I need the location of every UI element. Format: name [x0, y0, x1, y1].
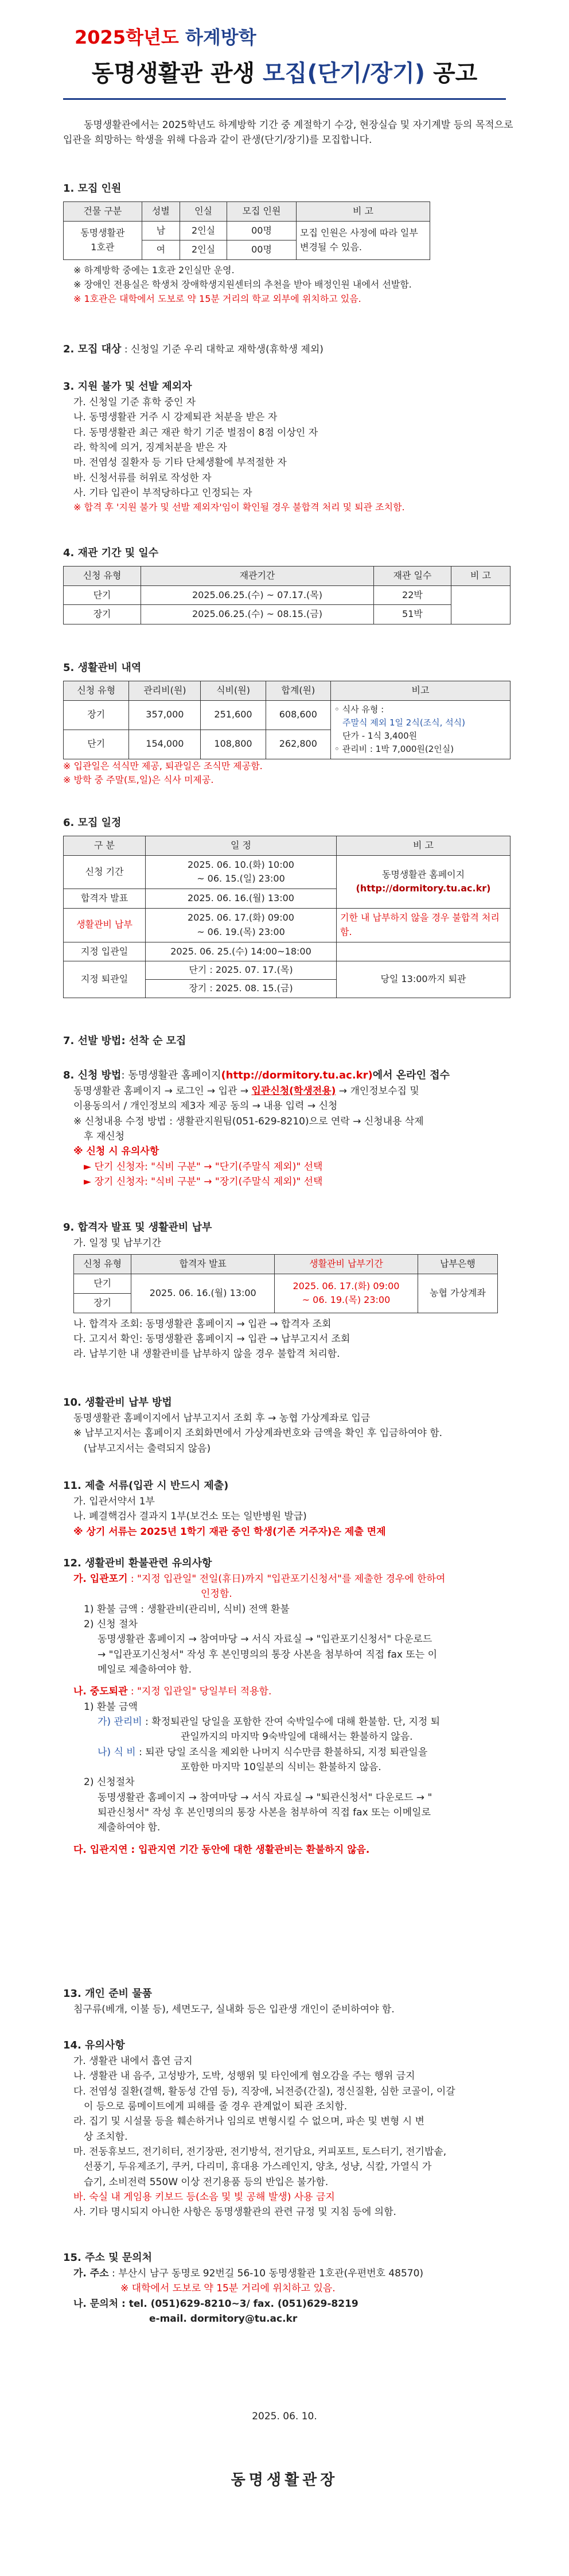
issuer-name: 동명생활관장 — [231, 2472, 338, 2489]
section-cautions: 14. 유의사항 가. 생활관 내에서 흡연 금지 나. 생활관 내 음주, 고성방가, 도박, 성행위 및 타인에게 혐오감을 주는 행위 금지 다. 전염성 질환(결핵, 활동성 간염 등), 직장애, 뇌전증(간질), 정신질환, 심한 코골이, 이갈 이 등으로 룸메이트에게 피해를 줄 경우 관계없이 퇴관 조치함. 라. 집기 및 시설물 등을 훼손하거나 임의로 변형시킬 수 없으며, 파손 및 변형 시 변 상 조치함. 마. 전동휴보드, 전기히터, 전기장판, 전기방석, 전기담요, 커피포트, 토스터기, 전기밥솥, 선풍기, 두유제조기, 쿠커, 다리미, 휴대용 가스레인지, 양초, 성냥, 식칼, 가열식 가 습기, 소비전력 550W 이상 전기용품 등의 반입은 불가함. 바. 숙실 내 게임용 키보드 등(소음 및 빛 공해 발생) 사용 금지 사. 기타 명시되지 아니한 사항은 동명생활관의 관련 규정 및 지침 등에 의함. — [63, 2039, 455, 2218]
section-selection: 7. 선발 방법: 선착 순 모집 — [63, 1035, 186, 1047]
section-supplies: 13. 개인 준비 물품 침구류(베개, 이불 등), 세면도구, 실내화 등은 입관생 개인이 준비하여야 함. — [63, 1988, 395, 2015]
header-divider — [63, 98, 506, 100]
period-table: 신청 유형 재관기간 재관 일수 비 고 단기 2025.06.25.(수) ~ 07.17.(목) 22박 장기 2025.06.25.(수) ~ 08.15.(금) 51박 — [63, 566, 510, 624]
section-documents: 11. 제출 서류(입관 시 반드시 제출) 가. 입관서약서 1부 나. 폐결핵검사 결과지 1부(보건소 또는 일반병원 발급) ※ 상기 서류는 2025년 1학기 재관 중인 학생(기존 거주자)은 제출 면제 — [63, 1480, 386, 1538]
section-fees: 5. 생활관비 내역 신청 유형 관리비(원) 식비(원) 합계(원) 비고 장기 357,000 251,600 608,600 ◦ 식사 유형 : 주말식 제외 1일 2식(조식, 석식) 단가 - 1식 3,400원 ◦ 관리비 : 1박 7,000원(2인실) 단기 154,000 108,800 262,800 ※ 입관일은 석식만 제공, 퇴관일은 조식만 제공함. ※ 방학 중 주말(토,일)은 식사 미제공. — [63, 660, 522, 787]
section-schedule: 6. 모집 일정 구 분 일 정 비 고 신청 기간 2025. 06. 10.(화) 10:00 ~ 06. 15.(일) 23:00 동명생활관 홈페이지 (http://dormitory.tu.ac.kr) 합격자 발표 2025. 06. 16.(월) 13:00 생활관비 납부 2025. 06. 17.(화) 09:00 ~ 06. 19.(목) 23:00 기한 내 납부하지 않을 경우 불합격 처리함. 지정 입관일 2025. 06. 25.(수) 14:00~18:00 지정 퇴관일 단기 : 2025. 07. 17.(목) 장기 : 2025. 08. 15.(금) 당일 13:00까지 퇴관 — [63, 815, 522, 998]
apply-url-link[interactable]: (http://dormitory.tu.ac.kr) — [221, 1069, 373, 1081]
section-exclusion: 3. 지원 불가 및 선발 제외자 가. 신청일 기준 휴학 중인 자 나. 동명생활관 거주 시 강제퇴관 처분을 받은 자 다. 동명생활관 최근 재관 학기 기준 벌점이 8점 이상인 자 라. 학칙에 의거, 징계처분을 받은 자 마. 전염성 질환자 등 기타 단체생활에 부적절한 자 바. 신청서류를 허위로 작성한 자 사. 기타 입관이 부적당하다고 인정되는 자 ※ 합격 후 '지원 불가 및 선발 제외자'임이 확인될 경우 불합격 처리 및 퇴관 조치함. — [63, 381, 405, 513]
contact-email[interactable]: e-mail. dormitory@tu.ac.kr — [149, 2313, 298, 2325]
section-contact: 15. 주소 및 문의처 가. 주소 : 부산시 남구 동명로 92번길 56-10 동명생활관 1호관(우편번호 48570) ※ 대학에서 도보로 약 15분 거리에 위치하고 있음. 나. 문의처 : tel. (051)629-8210~3/ fax. (051)629-8219 e-mail. dormitory@tu.ac.kr — [63, 2250, 522, 2326]
notice-subtitle: 2025학년도 하계방학 — [75, 26, 256, 48]
apply-menu-link[interactable]: 입관신청(학생전용) — [251, 1085, 336, 1097]
dormitory-url-link[interactable]: (http://dormitory.tu.ac.kr) — [356, 883, 491, 894]
section-period: 4. 재관 기간 및 일수 신청 유형 재관기간 재관 일수 비 고 단기 2025.06.25.(수) ~ 07.17.(목) 22박 장기 2025.06.25.(수) ~ 08.15.(금) 51박 — [63, 545, 522, 624]
fees-table: 신청 유형 관리비(원) 식비(원) 합계(원) 비고 장기 357,000 251,600 608,600 ◦ 식사 유형 : 주말식 제외 1일 2식(조식, 석식) 단가 - 1식 3,400원 ◦ 관리비 : 1박 7,000원(2인실) 단기 154,000 108,800 262,800 — [63, 681, 510, 759]
notice-header — [63, 23, 506, 100]
schedule-table: 구 분 일 정 비 고 신청 기간 2025. 06. 10.(화) 10:00 ~ 06. 15.(일) 23:00 동명생활관 홈페이지 (http://dormitory.tu.ac.kr) 합격자 발표 2025. 06. 16.(월) 13:00 생활관비 납부 2025. 06. 17.(화) 09:00 ~ 06. 19.(목) 23:00 기한 내 납부하지 않을 경우 불합격 처리함. 지정 입관일 2025. 06. 25.(수) 14:00~18:00 지정 퇴관일 단기 : 2025. 07. 17.(목) 장기 : 2025. 08. 15.(금) 당일 13:00까지 퇴관 — [63, 836, 510, 998]
section-payment-method: 10. 생활관비 납부 방법 동명생활관 홈페이지에서 납부고지서 조회 후 → 농협 가상계좌로 입금 ※ 납부고지서는 홈페이지 조회화면에서 가상계좌번호와 금액을 확인 후 입금하여야 함. (납부고지서는 출력되지 않음) — [63, 1396, 443, 1454]
section-announce-payment: 9. 합격자 발표 및 생활관비 납부 가. 일정 및 납부기간 신청 유형 합격자 발표 생활관비 납부기간 납부은행 단기 2025. 06. 16.(월) 13:00 2025. 06. 17.(화) 09:00 ~ 06. 19.(목) 23:00 농협 가상계좌 장기 나. 합격자 조회: 동명생활관 홈페이지 → 입관 → 합격자 조회 다. 고지서 확인: 동명생활관 홈페이지 → 입관 → 납부고지서 조회 라. 납부기한 내 생활관비를 납부하지 않을 경우 불합격 처리함. — [63, 1220, 522, 1362]
payment-table: 신청 유형 합격자 발표 생활관비 납부기간 납부은행 단기 2025. 06. 16.(월) 13:00 2025. 06. 17.(화) 09:00 ~ 06. 19.(목) 23:00 농협 가상계좌 장기 — [73, 1254, 498, 1313]
section-recruit-target: 2. 모집 대상 : 신청일 기준 우리 대학교 재학생(휴학생 제외) — [63, 343, 324, 355]
section-refund: 12. 생활관비 환불관련 유의사항 가. 입관포기 : "지정 입관일" 전일(휴日)까지 "입관포기신청서"를 제출한 경우에 한하여 인정함. 1) 환불 금액 : 생활관비(관리비, 식비) 전액 환불 2) 신청 절차 동명생활관 홈페이지 → 참여마당 → 서식 자료실 → "입관포기신청서" 다운로드 → "입관포기신청서" 작성 후 본인명의의 통장 사본을 첨부하여 직접 fax 또는 이 메일로 제출하여야 함. 나. 중도퇴관 : "지정 입관일" 당일부터 적용함. 1) 환불 금액 가) 관리비 : 확정퇴관일 당일을 포함한 잔여 숙박일수에 대해 환불함. 단, 지정 퇴 관일까지의 마지막 9숙박일에 대해서는 환불하지 않음. 나) 식 비 : 퇴관 당일 조식을 제외한 나머지 식수만큼 환불하되, 지정 퇴관일을 포함한 마지막 10일분의 식비는 환불하지 않음. 2) 신청절차 동명생활관 홈페이지 → 참여마당 → 서식 자료실 → "퇴관신청서" 다운로드 → " 퇴관신청서" 작성 후 본인명의의 통장 사본을 첨부하여 직접 fax 또는 이메일로 제출하여야 함. 다. 입관지연 : 입관지연 기간 동안에 대한 생활관비는 환불하지 않음. — [63, 1557, 446, 1856]
intro-paragraph: 동명생활관에서는 2025학년도 하계방학 기간 중 계절학기 수강, 현장실습 및 자기계발 등의 목적으로 입관을 희망하는 학생을 위해 다음과 같이 관생(단기/장기)를 모집합니다. — [63, 119, 513, 146]
notice-date: 2025. 06. 10. — [252, 2411, 317, 2422]
section-recruit-count: 1. 모집 인원 건물 구분 성별 인실 모집 인원 비 고 동명생활관 1호관 남 2인실 00명 모집 인원은 사정에 따라 일부 변경될 수 있음. 여 2인실 00명 ※ 하계방학 중에는 1호관 2인실만 운영. ※ 장애인 전용실은 학생처 장애학생지원센터의 추천을 받아 배정인원 내에서 선발함. ※ 1호관은 대학에서 도보로 약 15분 거리의 학교 외부에 위치하고 있음. — [63, 181, 522, 307]
section-apply: 8. 신청 방법: 동명생활관 홈페이지(http://dormitory.tu.ac.kr)에서 온라인 접수 동명생활관 홈페이지 → 로그인 → 입관 → 입관신청(학생전용) → 개인정보수집 및 이용동의서 / 개인정보의 제3자 제공 동의 → 내용 입력 → 신청 ※ 신청내용 수정 방법 : 생활관지원팀(051-629-8210)으로 연락 → 신청내용 삭제 후 재신청 ※ 신청 시 유의사항 ► 단기 신청자: "식비 구분" → "단기(주말식 제외)" 선택 ► 장기 신청자: "식비 구분" → "장기(주말식 제외)" 선택 — [63, 1069, 450, 1188]
notice-title: 동명생활관 관생 모집(단기/장기) 공고 — [91, 60, 478, 87]
recruit-table: 건물 구분 성별 인실 모집 인원 비 고 동명생활관 1호관 남 2인실 00명 모집 인원은 사정에 따라 일부 변경될 수 있음. 여 2인실 00명 — [63, 201, 430, 260]
